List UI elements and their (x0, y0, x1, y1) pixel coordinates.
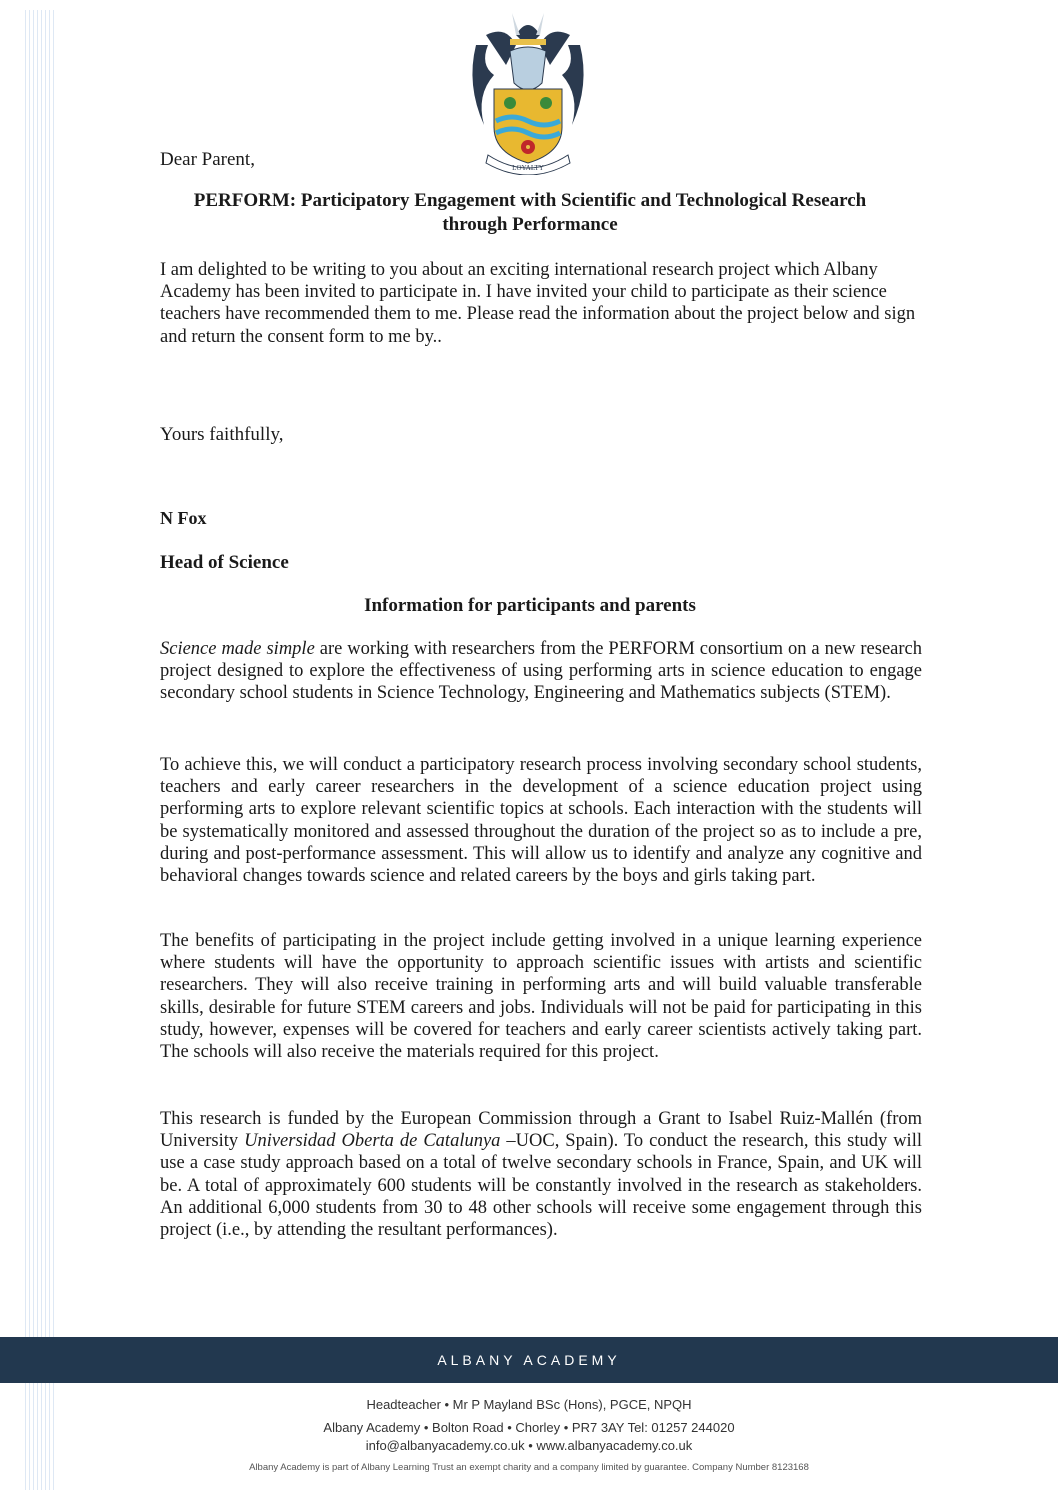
title-line-1: PERFORM: Participatory Engagement with Scientific and Technological Research (193, 190, 867, 211)
university-name: Universidad Oberta de Catalunya (244, 1131, 501, 1152)
footer-address: Albany Academy • Bolton Road • Chorley • PR7 3AY Tel: 01257 244020 (323, 1420, 735, 1435)
svg-text:LOYALTY: LOYALTY (512, 164, 544, 172)
info-paragraph-2: To achieve this, we will conduct a participatory research process involving secondary school students, teachers and early career researchers in the development of a science education project using performing arts to explore relevant scientific topics at schools. Each interaction with the students will be systematically monitored and assessed throughout the duration of the project so as to include a pre, during and post-performance assessment. This will allow us to identify and analyze any cognitive and behavioral changes towards science and related careers by the boys and girls taking part. (160, 755, 922, 887)
footer-headteacher: Headteacher • Mr P Mayland BSc (Hons), PGCE, NPQH (366, 1397, 692, 1412)
program-name: Science made simple (160, 639, 315, 659)
info-paragraph-1: Science made simple are working with researchers from the PERFORM consortium on a new research project designed to explore the effectiveness of using performing arts in science education to engage secondary school students in Science Technology, Engineering and Mathematics subjects (STEM). (160, 639, 923, 704)
closing: Yours faithfully, (160, 424, 284, 445)
letter-title (140, 189, 920, 237)
info-heading: Information for participants and parents (364, 595, 696, 616)
signer-name: N Fox (160, 508, 207, 528)
footer-banner: ALBANY ACADEMY (0, 1337, 1058, 1383)
title-line-2: through Performance (442, 214, 618, 235)
info-paragraph-3: The benefits of participating in the project include getting involved in a unique learning experience where students will have the opportunity to approach scientific issues with artists and scientific researchers. They will also receive training in performing arts and will build valuable transferable skills, desirable for future STEM careers and jobs. Individuals will not be paid for participating in this study, however, expenses will be covered for teachers and early career scientists actively taking part. The schools will also receive the materials required for this project. (160, 931, 922, 1063)
intro-paragraph: I am delighted to be writing to you about an exciting international research project which Albany Academy has been invited to participate in. I have invited your child to participate as their science teachers have recommended them to me. Please read the information about the project below and sign and return the consent form to me by.. (160, 260, 916, 347)
signer-role: Head of Science (160, 552, 289, 573)
info-paragraph-4: This research is funded by the European Commission through a Grant to Isabel Ruiz-Mallén (from University Universidad Oberta de Catalunya –UOC, Spain). To conduct the research, this study will use a case study approach based on a total of twelve secondary schools in France, Spain, and UK will be. A total of approximately 600 students will be constantly involved in the research as stakeholders. An additional 6,000 students from 30 to 48 other schools will receive some engagement through this project (i.e., by attending the resultant performances). (160, 1109, 922, 1241)
footer-contact: info@albanyacademy.co.uk • www.albanyacademy.co.uk (365, 1438, 693, 1453)
salutation: Dear Parent, (160, 149, 255, 170)
scan-margin-lines (25, 10, 55, 1490)
footer-legal: Albany Academy is part of Albany Learning Trust an exempt charity and a company limited by guarantee. Company Number 8123168 (249, 1462, 809, 1473)
